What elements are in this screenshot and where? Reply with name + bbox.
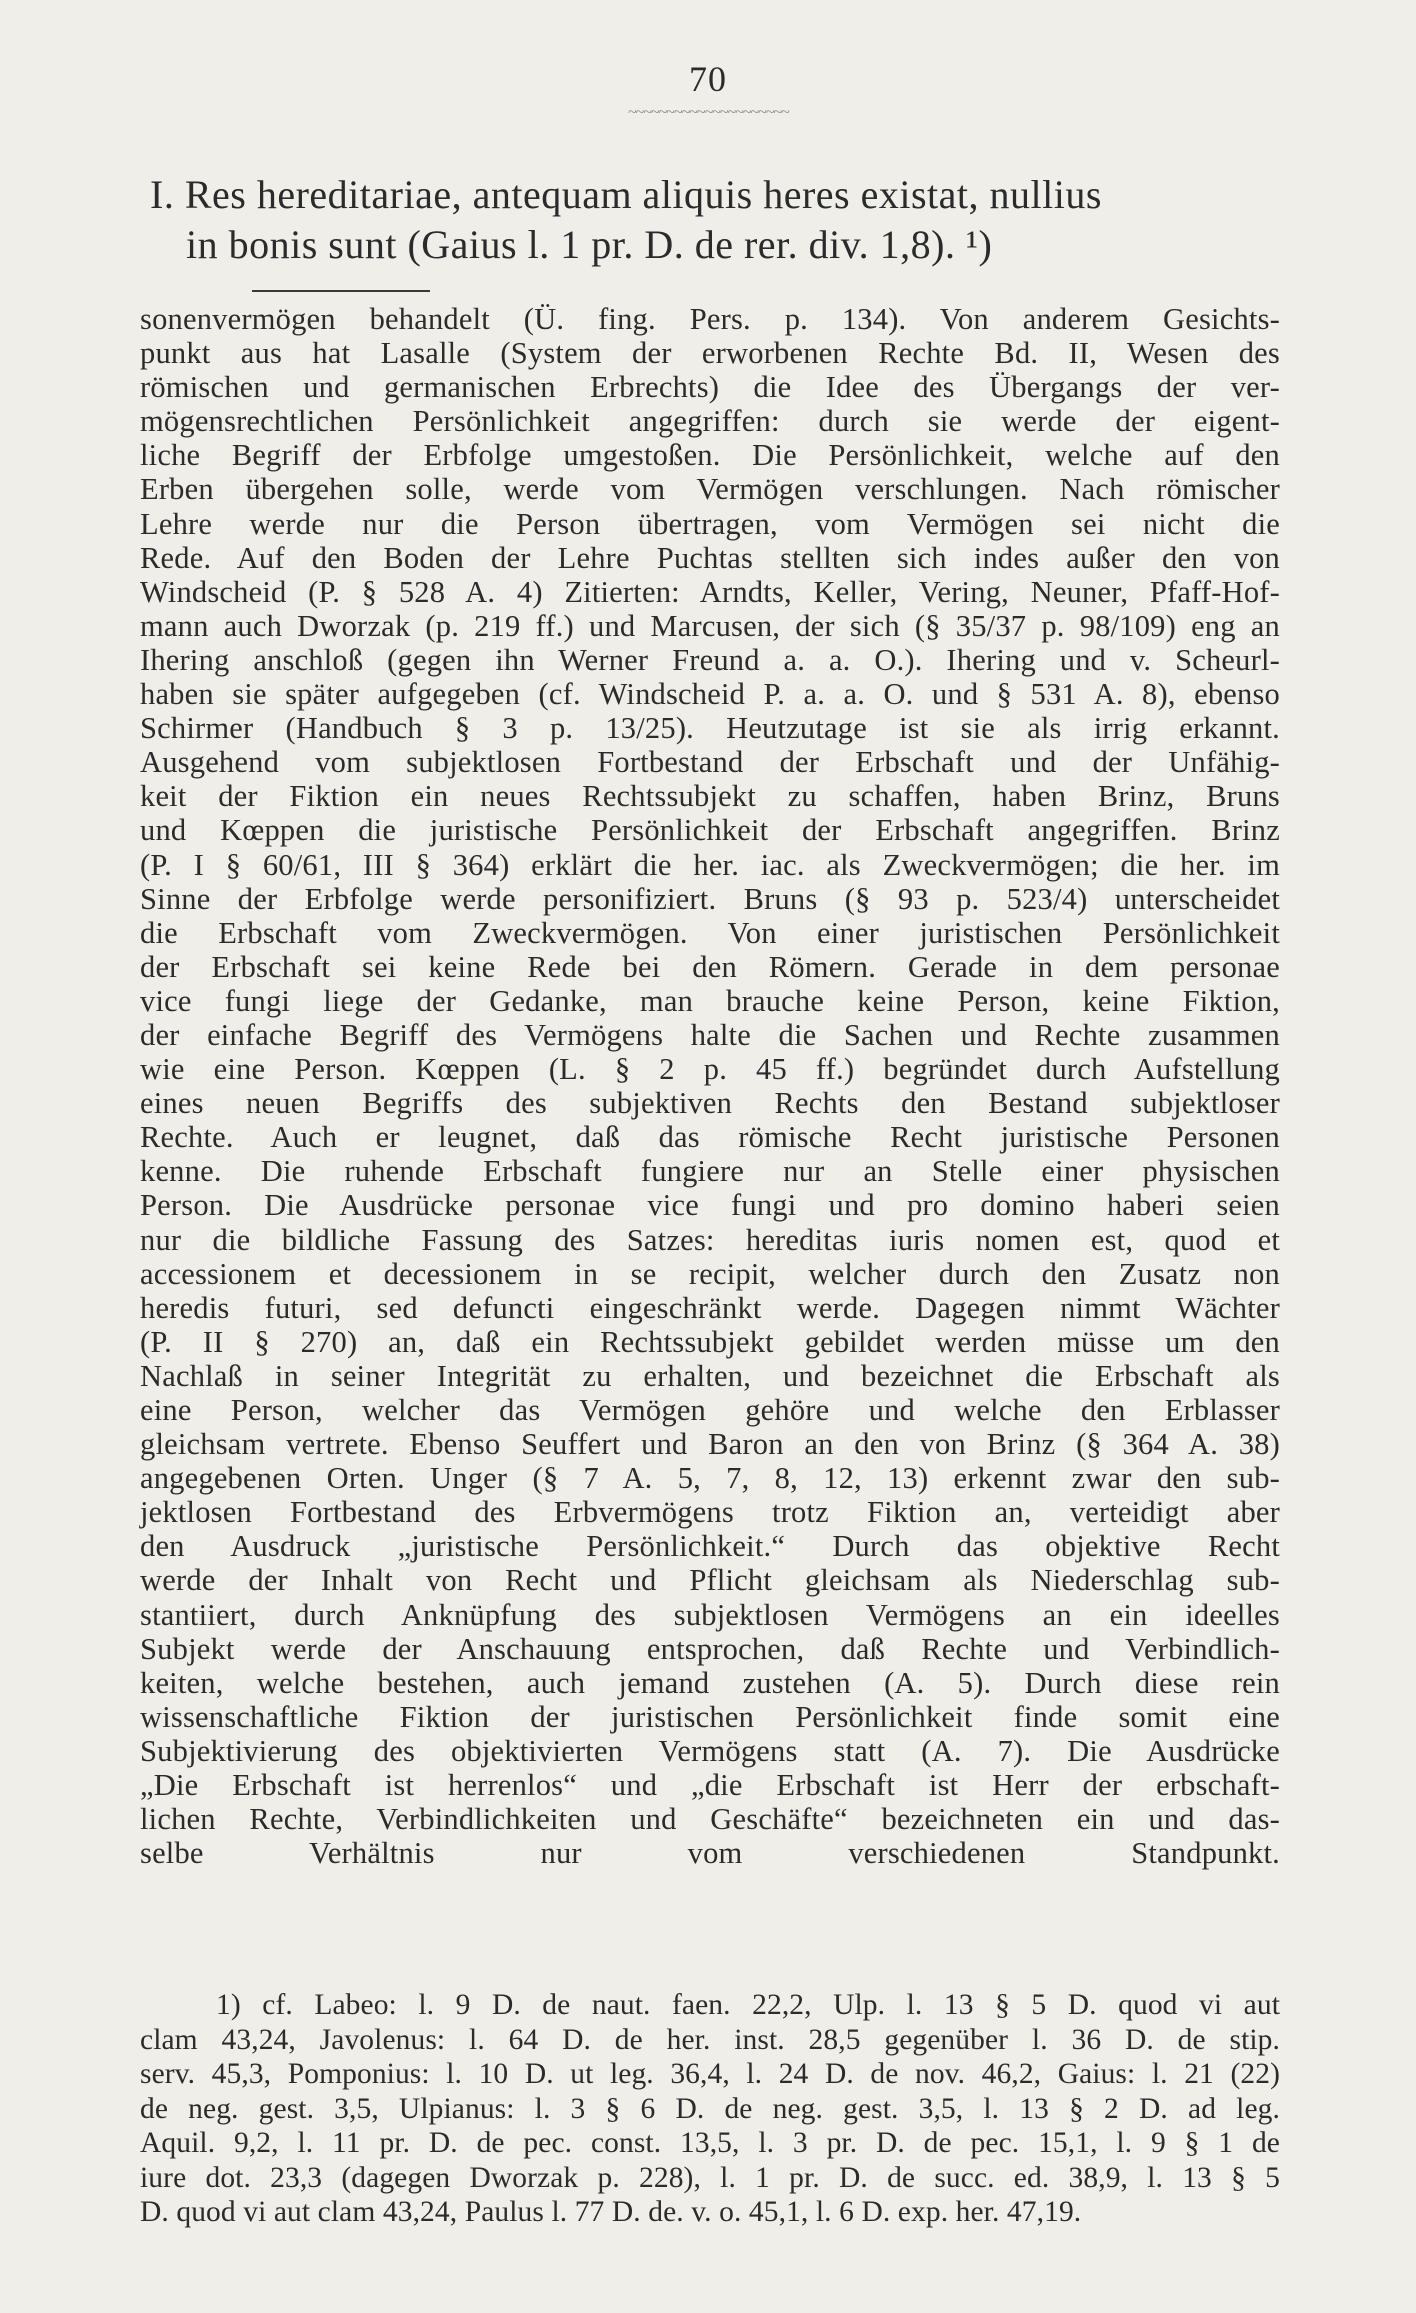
text-line: liche Begriff der Erbfolge umgestoßen. Die Persönlichkeit, welche auf den <box>140 438 1280 473</box>
text-line: eine Person, welcher das Vermögen gehöre und welche den Erblasser <box>140 1393 1280 1427</box>
text-line: vice fungi liege der Gedanke, man brauche keine Person, keine Fiktion, <box>140 983 1280 1018</box>
text-line: Subjektivierung des objektivierten Vermögens statt (A. 7). Die Ausdrücke <box>140 1733 1280 1768</box>
text-line: der einfache Begriff des Vermögens halte die Sachen und Rechte zusammen <box>140 1017 1280 1052</box>
text-line: lichen Rechte, Verbindlichkeiten und Geschäfte“ bezeichneten ein und das- <box>140 1802 1280 1837</box>
text-line: gleichsam vertrete. Ebenso Seuffert und Baron an den von Brinz (§ 364 A. 38) <box>140 1427 1280 1462</box>
text-line: der Erbschaft sei keine Rede bei den Römern. Gerade in dem personae <box>140 949 1280 984</box>
footnote-line: serv. 45,3, Pomponius: l. 10 D. ut leg. 36,4, l. 24 D. de nov. 46,2, Gaius: l. 21 (22) <box>140 2058 1280 2090</box>
text-line: keiten, welche bestehen, auch jemand zustehen (A. 5). Durch diese rein <box>140 1665 1280 1700</box>
section-heading <box>150 170 1280 270</box>
text-line: mögensrechtlichen Persönlichkeit angegriffen: durch sie werde der eigent- <box>140 404 1280 439</box>
text-line: römischen und germanischen Erbrechts) die Idee des Übergangs der ver- <box>140 370 1280 405</box>
text-line: Schirmer (Handbuch § 3 p. 13/25). Heutzutage ist sie als irrig erkannt. <box>140 711 1280 746</box>
main-text <box>140 302 1280 1870</box>
footnote-separator-rule <box>252 290 430 292</box>
text-line: heredis futuri, sed defuncti eingeschränkt werde. Dagegen nimmt Wächter <box>140 1290 1280 1325</box>
text-line: punkt aus hat Lasalle (System der erworbenen Rechte Bd. II, Wesen des <box>140 336 1280 371</box>
text-line: den Ausdruck „juristische Persönlichkeit.“ Durch das objektive Recht <box>140 1529 1280 1564</box>
text-line: angegebenen Orten. Unger (§ 7 A. 5, 7, 8, 12, 13) erkennt zwar den sub- <box>140 1461 1280 1496</box>
text-line: Rede. Auf den Boden der Lehre Puchtas stellten sich indes außer den von <box>140 540 1280 575</box>
footnote-line: D. quod vi aut clam 43,24, Paulus l. 77 D. de. v. o. 45,1, l. 6 D. exp. her. 47,19. <box>140 2196 1082 2228</box>
text-line: Nachlaß in seiner Integrität zu erhalten, und bezeichnet die Erbschaft als <box>140 1358 1280 1393</box>
text-line: Person. Die Ausdrücke personae vice fungi und pro domino haberi seien <box>140 1188 1280 1223</box>
text-line: Lehre werde nur die Person übertragen, vom Vermögen sei nicht die <box>140 506 1280 541</box>
text-line: „Die Erbschaft ist herrenlos“ und „die Erbschaft ist Herr der erbschaft- <box>140 1768 1280 1803</box>
text-line: stantiiert, durch Anknüpfung des subjektlosen Vermögens an ein ideelles <box>140 1597 1280 1632</box>
text-line: wie eine Person. Kœppen (L. § 2 p. 45 ff.) begründet durch Aufstellung <box>140 1052 1280 1087</box>
heading-line: in bonis sunt (Gaius l. 1 pr. D. de rer. div. 1,8). ¹) <box>186 222 993 267</box>
text-line: Sinne der Erbfolge werde personifiziert. Bruns (§ 93 p. 523/4) unterscheidet <box>140 881 1280 916</box>
text-line: Erben übergehen solle, werde vom Vermögen verschlungen. Nach römischer <box>140 472 1280 507</box>
text-line: jektlosen Fortbestand des Erbvermögens trotz Fiktion an, verteidigt aber <box>140 1495 1280 1530</box>
text-line: wissenschaftliche Fiktion der juristischen Persönlichkeit finde somit eine <box>140 1699 1280 1734</box>
text-line: haben sie später aufgegeben (cf. Windscheid P. a. a. O. und § 531 A. 8), ebenso <box>140 677 1280 712</box>
text-line: die Erbschaft vom Zweckvermögen. Von einer juristischen Persönlichkeit <box>140 915 1280 950</box>
text-line: und Kœppen die juristische Persönlichkeit der Erbschaft angegriffen. Brinz <box>140 813 1280 848</box>
text-line: (P. I § 60/61, III § 364) erklärt die her. iac. als Zweckvermögen; die her. im <box>140 847 1280 882</box>
text-line: mann auch Dworzak (p. 219 ff.) und Marcusen, der sich (§ 35/37 p. 98/109) eng an <box>140 608 1280 643</box>
text-line: keit der Fiktion ein neues Rechtssubjekt zu schaffen, haben Brinz, Bruns <box>140 779 1280 814</box>
text-line: werde der Inhalt von Recht und Pflicht gleichsam als Niederschlag sub- <box>140 1563 1280 1598</box>
text-line: kenne. Die ruhende Erbschaft fungiere nur an Stelle einer physischen <box>140 1154 1280 1189</box>
footnote-line: de neg. gest. 3,5, Ulpianus: l. 3 § 6 D. de neg. gest. 3,5, l. 13 § 2 D. ad leg. <box>140 2092 1280 2125</box>
text-line: (P. II § 270) an, daß ein Rechtssubjekt gebildet werden müsse um den <box>140 1324 1280 1359</box>
text-line: Windscheid (P. § 528 A. 4) Zitierten: Arndts, Keller, Vering, Neuner, Pfaff-Hof- <box>140 574 1280 609</box>
footnote-line: clam 43,24, Javolenus: l. 64 D. de her. inst. 28,5 gegenüber l. 36 D. de stip. <box>140 2023 1280 2056</box>
text-line: nur die bildliche Fassung des Satzes: hereditas iuris nomen est, quod et <box>140 1222 1280 1257</box>
footnote-line: iure dot. 23,3 (dagegen Dworzak p. 228), l. 1 pr. D. de succ. ed. 38,9, l. 13 § 5 <box>140 2161 1280 2194</box>
footnote <box>140 1988 1280 2230</box>
text-line: Rechte. Auch er leugnet, daß das römische Recht juristische Personen <box>140 1120 1280 1155</box>
text-line: Subjekt werde der Anschauung entsprochen, daß Rechte und Verbindlich- <box>140 1631 1280 1666</box>
text-line: Ausgehend vom subjektlosen Fortbestand der Erbschaft und der Unfähig- <box>140 745 1280 780</box>
footnote-line: 1) cf. Labeo: l. 9 D. de naut. faen. 22,2, Ulp. l. 13 § 5 D. quod vi aut <box>216 1989 1280 2021</box>
text-line: Ihering anschloß (gegen ihn Werner Freund a. a. O.). Ihering und v. Scheurl- <box>140 642 1280 677</box>
page-number: 70 <box>689 59 727 99</box>
footnote-line: Aquil. 9,2, l. 11 pr. D. de pec. const. 13,5, l. 3 pr. D. de pec. 15,1, l. 9 § 1 de <box>140 2127 1280 2159</box>
text-line: eines neuen Begriffs des subjektiven Rechts den Bestand subjektloser <box>140 1086 1280 1121</box>
heading-line: I. Res hereditariae, antequam aliquis heres existat, nullius <box>150 172 1102 217</box>
text-line: sonenvermögen behandelt (Ü. fing. Pers. p. 134). Von anderem Gesichts- <box>140 302 1280 336</box>
text-line: selbe Verhältnis nur vom verschiedenen Standpunkt. <box>140 1836 1280 1871</box>
decorative-rule: ~~~~~~~~~~~~~~~~~~~~~ <box>628 108 789 118</box>
text-line: accessionem et decessionem in se recipit, welcher durch den Zusatz non <box>140 1256 1280 1291</box>
